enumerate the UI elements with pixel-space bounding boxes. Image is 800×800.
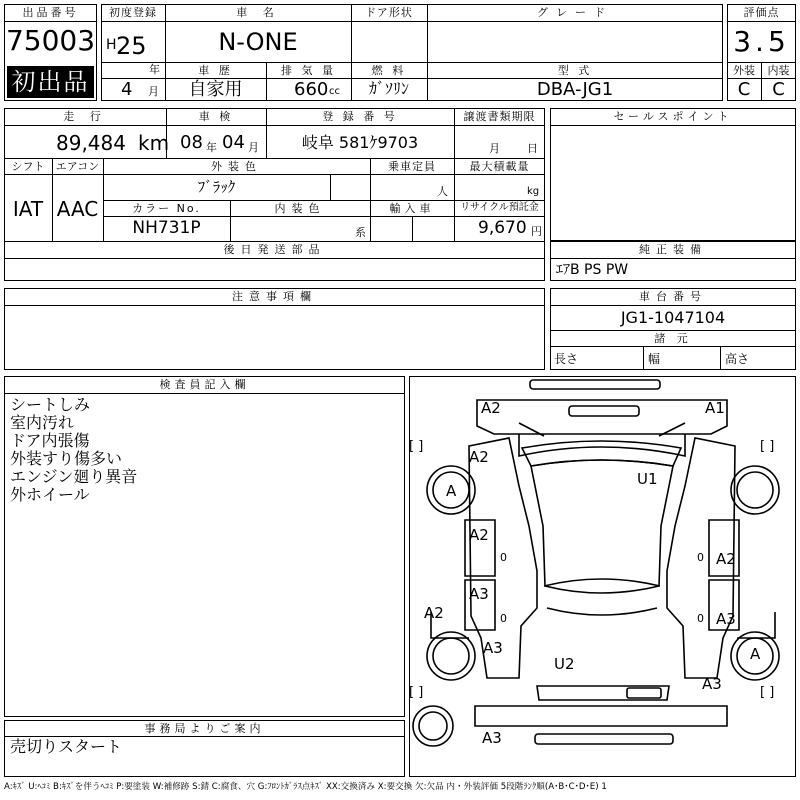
ext-color-label: 外装色 — [211, 160, 262, 173]
mark-wheel-fl: A — [446, 482, 457, 500]
sales-point-label: セールスポイント — [613, 110, 733, 123]
length-label: 長さ — [554, 352, 579, 366]
displacement-unit: cc — [329, 86, 340, 97]
fuel-label: 燃 料 — [371, 64, 407, 77]
shift: IAT — [12, 197, 44, 221]
score: 3.5 — [733, 25, 790, 58]
recycle-label: リサイクル預託金 — [460, 202, 539, 213]
reg-year: 25 — [116, 32, 147, 60]
model: DBA-JG1 — [536, 79, 614, 100]
inspection-year: 08 — [180, 132, 203, 153]
exterior-grade: C — [737, 79, 751, 100]
bracket-right-2: [ ] — [760, 685, 775, 700]
office-label: 事務局よりご案内 — [144, 722, 265, 735]
shift-label: シフト — [11, 160, 45, 173]
height-label: 高さ — [725, 352, 750, 366]
inspection-year-unit: 年 — [206, 141, 217, 154]
capacity-unit: 人 — [437, 185, 448, 198]
mark-roof: U1 — [637, 470, 658, 488]
grade-label: グレード — [537, 6, 613, 19]
bracket-left-2: [ ] — [409, 685, 424, 700]
inspector-note: エンジン廻り異音 — [10, 467, 138, 486]
transfer-month-unit: 月 — [489, 142, 500, 155]
first-reg-label: 初度登録 — [109, 6, 157, 19]
color-no-label: カラー No. — [132, 202, 201, 215]
ext-color: ﾌﾞﾗｯｸ — [197, 178, 236, 196]
inspector-note: ドア内張傷 — [10, 431, 90, 450]
later-parts-label: 後日発送部品 — [223, 243, 326, 256]
mileage-label: 走 行 — [63, 110, 107, 123]
mark-door-fl: A2 — [469, 526, 489, 544]
import-label: 輸入車 — [389, 202, 435, 215]
first-listing-badge: 初出品 — [7, 66, 94, 98]
inspector-label: 検査員記入欄 — [159, 378, 250, 391]
ac: AAC — [56, 197, 99, 221]
load-label: 最大積載量 — [469, 160, 530, 173]
mark-door-rr: A3 — [716, 610, 736, 628]
mileage: 89,484 — [56, 131, 126, 155]
width-label: 幅 — [648, 352, 661, 366]
mark-door-fr: A2 — [716, 550, 736, 568]
recycle-unit: 円 — [531, 225, 542, 238]
inspection-month: 04 — [222, 132, 245, 153]
zero-r1: 0 — [697, 551, 704, 564]
inspector-note: 外装すり傷多い — [10, 449, 123, 468]
recycle-amount: 9,670 — [478, 218, 527, 238]
color-no: NH731P — [132, 218, 201, 238]
model-label: 型 式 — [557, 64, 593, 77]
plate-label: 登 録 番 号 — [322, 110, 398, 123]
year-unit: 年 — [149, 63, 160, 76]
score-label: 評価点 — [743, 6, 780, 19]
genuine-equipment: ｴｱB PS PW — [556, 262, 629, 278]
chassis-number: JG1-1047104 — [620, 308, 726, 327]
inspector-note: 外ホイール — [10, 485, 90, 504]
mark-door-rl: A3 — [469, 585, 489, 603]
bracket-right-1: [ ] — [760, 439, 775, 454]
mark-trunk: U2 — [554, 655, 575, 673]
legend: A:ｷｽﾞ U:ﾍｺﾐ B:ｷｽﾞを伴うﾍｺﾐ P:要塗装 W:補修跡 S:錆 C:腐食、穴 G:ﾌﾛﾝﾄｶﾞﾗｽ点ｷｽﾞ XX:交換済み X:要交換 欠:欠品 内・外装評価 5段階ﾗﾝｸ順(A･B･C･D･E) 1 — [4, 782, 607, 792]
displacement-label: 排 気 量 — [281, 64, 336, 77]
mark-wheel-rr: A — [750, 645, 761, 663]
lot-number: 75003 — [5, 24, 96, 57]
transfer-day-unit: 日 — [527, 142, 538, 155]
office-text: 売切りスタート — [10, 737, 123, 756]
zero-r2: 0 — [697, 612, 704, 625]
bracket-left-1: [ ] — [409, 439, 424, 454]
sales-point-box — [550, 108, 796, 241]
inspector-note: 室内汚れ — [10, 413, 75, 432]
plate-number: 岐阜 581ｹ9703 — [301, 133, 419, 152]
car-damage-diagram — [409, 376, 796, 777]
chassis-label: 車台番号 — [639, 290, 707, 303]
car-name-label: 車 名 — [236, 6, 280, 19]
ac-label: エアコン — [55, 160, 100, 173]
fuel: ｶﾞｿﾘﾝ — [368, 79, 409, 98]
inspector-note: シートしみ — [10, 395, 91, 414]
load-unit: kg — [527, 186, 540, 197]
mileage-unit: km — [138, 131, 170, 155]
mark-front-left: A2 — [481, 399, 501, 417]
zero-l1: 0 — [500, 551, 507, 564]
interior-grade: C — [772, 79, 785, 100]
capacity-label: 乗車定員 — [388, 160, 436, 173]
reg-month: 4 — [121, 79, 133, 100]
genuine-label: 純正装備 — [639, 243, 707, 256]
lot-number-label: 出品番号 — [22, 6, 79, 19]
transfer-label: 譲渡書類期限 — [463, 110, 536, 123]
int-color-label: 内装色 — [274, 202, 326, 215]
month-unit: 月 — [148, 85, 159, 98]
exterior-label: 外装 — [733, 64, 755, 77]
inspector-notes — [10, 396, 137, 504]
caution-label: 注意事項欄 — [232, 290, 317, 303]
mark-quarter-right: A3 — [702, 675, 722, 693]
zero-l2: 0 — [500, 612, 507, 625]
interior-label: 内装 — [767, 64, 790, 77]
mark-rear: A3 — [482, 729, 502, 747]
door-label: ドア形状 — [365, 6, 413, 19]
era: H — [106, 37, 117, 53]
mark-side-left: A2 — [424, 604, 444, 622]
mark-front-right: A1 — [705, 399, 725, 417]
car-name: N-ONE — [218, 28, 298, 56]
inspection-label: 車 検 — [198, 110, 234, 123]
mark-quarter-left: A3 — [483, 639, 503, 657]
inspection-month-unit: 月 — [248, 141, 259, 154]
int-color-unit: 系 — [355, 226, 366, 239]
displacement: 660 — [294, 79, 329, 100]
mark-fender-left: A2 — [469, 448, 489, 466]
dims-label: 諸 元 — [654, 332, 692, 345]
car-history: 自家用 — [188, 79, 243, 100]
history-label: 車 歴 — [198, 64, 233, 77]
